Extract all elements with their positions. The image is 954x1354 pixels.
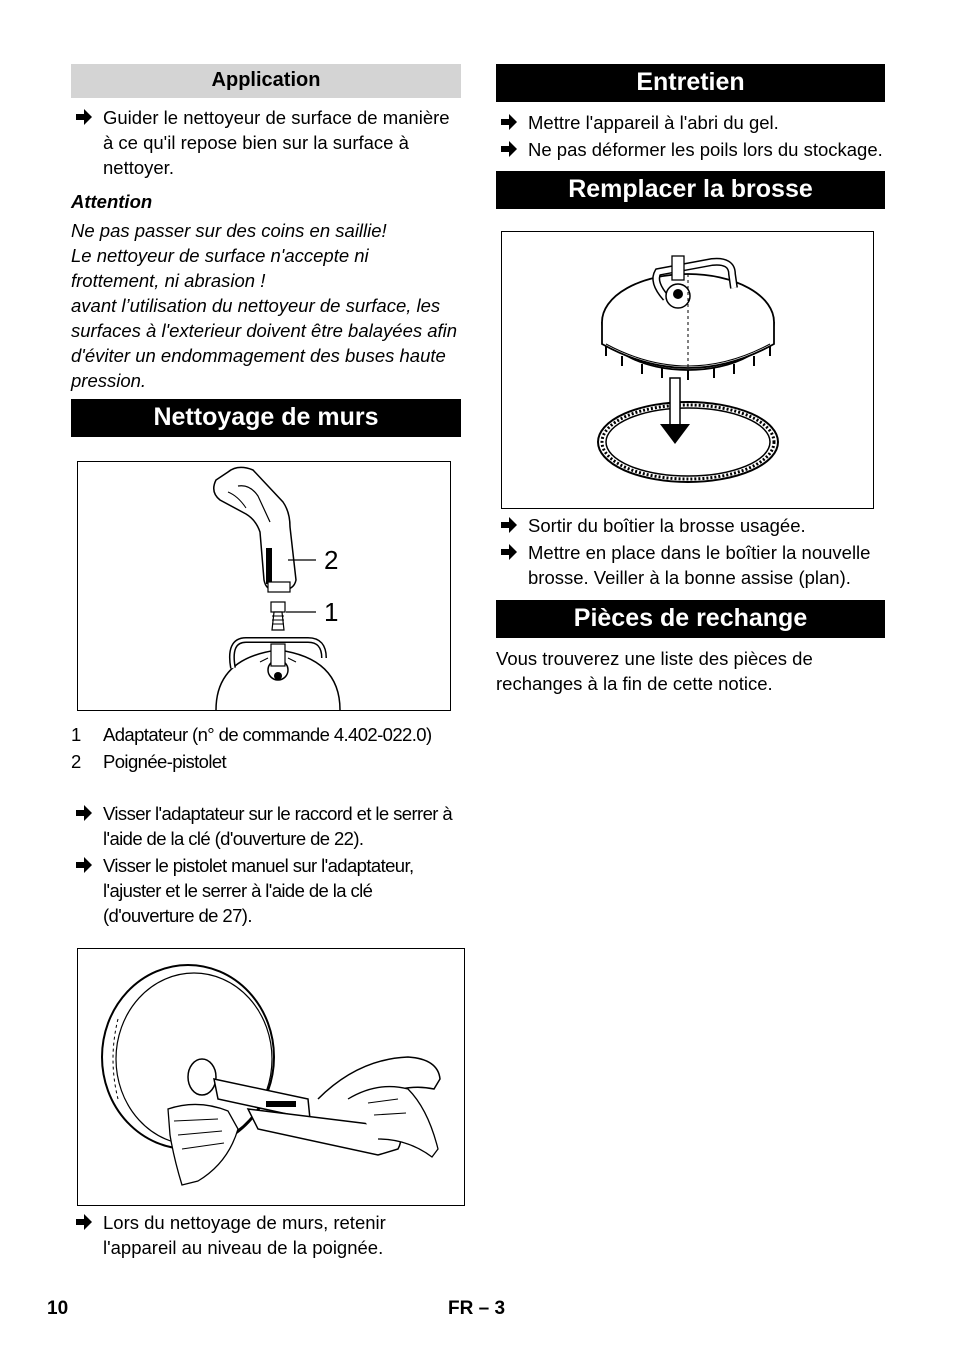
- adapter-illustration: [78, 462, 450, 710]
- parts-heading: Pièces de rechange: [496, 600, 885, 638]
- arrow-right-icon: [500, 139, 518, 159]
- maintenance-step-text: Mettre l'appareil à l'abri du gel.: [528, 112, 779, 133]
- brush-step-text: Sortir du boîtier la brosse usagée.: [528, 515, 806, 536]
- adapter-figure: [77, 461, 451, 711]
- legend-text: Poignée-pistolet: [103, 751, 227, 772]
- page-number: 10: [47, 1298, 69, 1319]
- callout-1: 1: [324, 597, 339, 627]
- final-step: [71, 1210, 461, 1260]
- maintenance-step: [496, 137, 885, 162]
- callout-2: 2: [324, 545, 339, 575]
- maintenance-step-text: Ne pas déformer les poils lors du stockage.: [528, 139, 883, 160]
- brush-step: [496, 540, 885, 590]
- attention-line: Le nettoyeur de surface n'accepte ni frottement, ni abrasion !: [71, 245, 369, 291]
- application-heading: Application: [71, 64, 461, 98]
- attention-label: Attention: [71, 191, 153, 212]
- arrow-right-icon: [500, 112, 518, 132]
- assembly-step-text: Visser l'adaptateur sur le raccord et le serrer à l'aide de la clé (d'ouverture de 22).: [103, 803, 453, 849]
- walls-heading: Nettoyage de murs: [71, 399, 461, 437]
- left-column: [71, 64, 461, 1260]
- arrow-right-icon: [500, 515, 518, 535]
- maintenance-heading: Entretien: [496, 64, 885, 102]
- brush-heading: Remplacer la brosse: [496, 171, 885, 209]
- parts-text: Vous trouverez une liste des pièces de rechanges à la fin de cette notice.: [496, 648, 813, 694]
- legend-item: [71, 721, 461, 748]
- arrow-right-icon: [75, 803, 93, 823]
- application-step-text: Guider le nettoyeur de surface de manière à ce qu'il repose bien sur la surface à nettoyer.: [103, 107, 450, 178]
- brush-illustration: [502, 232, 873, 508]
- arrow-right-icon: [75, 107, 93, 127]
- brush-step: [496, 513, 885, 538]
- arrow-right-icon: [500, 542, 518, 562]
- final-step-text: Lors du nettoyage de murs, retenir l'appareil au niveau de la poignée.: [103, 1212, 386, 1258]
- wall-cleaning-illustration: [78, 949, 464, 1205]
- right-column: [496, 64, 885, 696]
- arrow-right-icon: [75, 855, 93, 875]
- language-page-indicator: FR – 3: [448, 1298, 506, 1319]
- legend-number: 1: [71, 724, 82, 745]
- arrow-right-icon: [75, 1212, 93, 1232]
- brush-step-text: Mettre en place dans le boîtier la nouvelle brosse. Veiller à la bonne assise (plan).: [528, 542, 871, 588]
- assembly-step-text: Visser le pistolet manuel sur l'adaptateur, l'ajuster et le serrer à l'aide de la clé (d'ouverture de 27).: [103, 855, 414, 926]
- wall-cleaning-figure: [77, 948, 465, 1206]
- maintenance-step: [496, 110, 885, 135]
- legend-text: Adaptateur (n° de commande 4.402-022.0): [103, 724, 432, 745]
- brush-figure: [501, 231, 874, 509]
- attention-line: Ne pas passer sur des coins en saillie!: [71, 220, 387, 241]
- assembly-step: [71, 853, 461, 928]
- application-step: [71, 105, 461, 180]
- legend-number: 2: [71, 751, 82, 772]
- assembly-step: [71, 801, 461, 851]
- attention-line: avant l’utilisation du nettoyeur de surface, les surfaces à l'exterieur doivent être balayées afin d'éviter un endommagement des buses haute pression.: [71, 295, 458, 391]
- legend-item: [71, 748, 461, 775]
